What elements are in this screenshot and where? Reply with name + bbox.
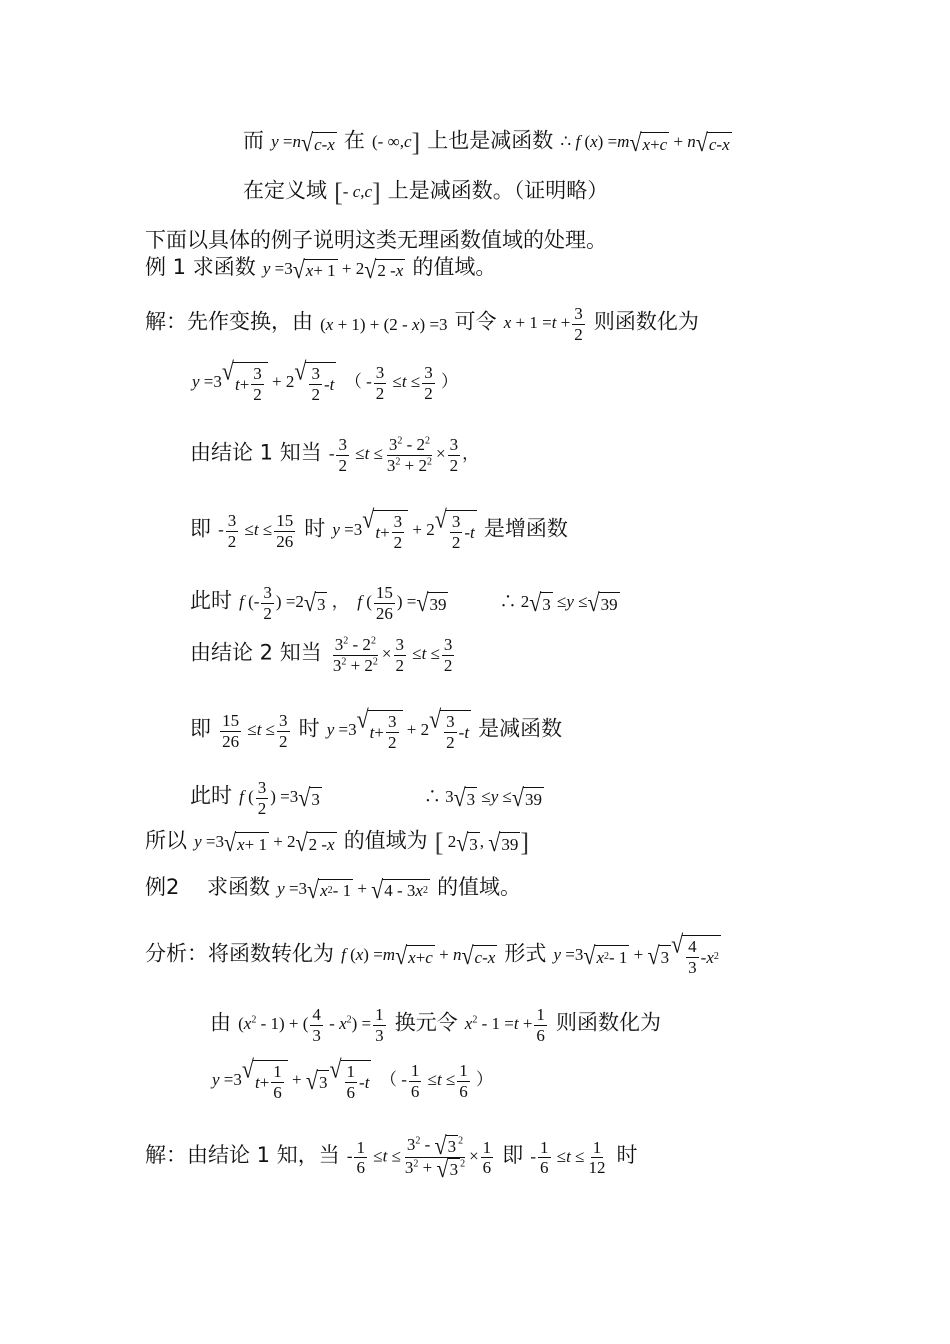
formula: [ 2 √ 3 , √ 39 ] — [434, 828, 530, 857]
line-1 — [243, 130, 734, 156]
formula: $x^2 - 1 =t$ + $\frac{1}{6}$ — [464, 1005, 545, 1045]
formula: y =3 √ t + $\frac{1}{6}$ + √ 3 √ $\frac{1}{6}$ - t （ - $\frac{1}{6}$ ≤t ≤ $\frac{1}{6}$ ） — [212, 1054, 494, 1102]
line-5 — [145, 304, 699, 344]
text: 例 1 求函数 — [145, 255, 256, 279]
text: 可令 — [454, 309, 497, 334]
formula: x + 1 =t + $\frac{3}{2}$ — [503, 304, 583, 344]
text: 例2 求函数 — [145, 875, 271, 899]
formula: y =3 √ x + 1 + 2 √ 2 - x — [194, 828, 335, 857]
text: 解：由结论 1 知，当 — [145, 1143, 340, 1168]
formula: (- ∞,c] — [372, 128, 421, 157]
text: 在 — [343, 128, 365, 153]
line-6 — [190, 356, 460, 404]
formula: $\frac{3^2 - 2^2}{3^2 + 2^2}$ × $\frac{3}{2}$ ≤t ≤ $\frac{3}{2}$ — [332, 635, 453, 675]
line-15 — [145, 929, 723, 977]
text: 而 — [243, 128, 264, 153]
text: 此时 — [190, 783, 232, 808]
formula: y =n √ c - x — [271, 128, 335, 157]
text: 时 — [298, 716, 320, 741]
text: 则函数化为 — [593, 309, 699, 334]
formula: y =3 √ t + $\frac{3}{2}$ + 2 √ $\frac{3}{2}$ - t （ - $\frac{3}{2}$ ≤t ≤ $\frac{3}{2}$ ） — [192, 356, 458, 404]
line-13 — [145, 830, 531, 856]
formula: y =3 √ x + 1 + 2 √ 2 - x — [262, 254, 404, 284]
formula: - $\frac{3}{2}$ ≤t ≤ $\frac{3^2 - 2^2}{3^2 + 2^2}$ × $\frac{3}{2}$ ， — [328, 435, 480, 475]
formula: y =3 √ t + $\frac{3}{2}$ + 2 √ $\frac{3}{2}$ - t — [332, 504, 475, 552]
text: 时 — [616, 1143, 638, 1168]
text: 的值域为 — [343, 828, 428, 853]
line-4 — [145, 254, 497, 284]
line-2 — [243, 180, 608, 206]
formula: y =3 √ t + $\frac{3}{2}$ + 2 √ $\frac{3}{2}$ - t — [326, 704, 470, 752]
formula: f (x) =m √ x + c + n √ c - x — [341, 941, 496, 970]
line-17 — [210, 1054, 495, 1102]
line-18 — [145, 1131, 638, 1183]
text: 即 — [502, 1143, 524, 1168]
formula: - $\frac{1}{6}$ ≤t ≤ $3^2$ - √ 3 $^2$ $3^2$ + √ 3 $^2$ × $\frac{1}{6}$ — [346, 1131, 492, 1183]
line-7 — [190, 435, 481, 475]
line-9 — [190, 583, 622, 623]
text: 则函数化为 — [556, 1010, 662, 1035]
line-8 — [190, 504, 568, 552]
text: 是减函数 — [478, 716, 563, 741]
line-3: 下面以具体的例子说明这类无理函数值域的处理。 — [145, 228, 607, 252]
line-12 — [190, 778, 546, 818]
text: 的值域。 — [437, 875, 522, 899]
formula: - $\frac{1}{6}$ ≤t ≤ $\frac{1}{12}$ — [530, 1137, 606, 1178]
formula: $(x^2 - 1)$ + ( $\frac{4}{3}$ - $x^2$) = $\frac{1}{3}$ — [238, 1005, 384, 1045]
text: 由 — [210, 1010, 231, 1035]
formula: [- c,c] — [334, 178, 381, 207]
text: 的值域。 — [412, 255, 497, 279]
formula: y =3 √ x 2 - 1 + √ 3 √ $\frac{4}{3}$ - x 2 — [553, 929, 719, 977]
formula: f (- $\frac{3}{2}$ ) =2 √ 3 ， f ( $\frac{15}{26}$ ) = √ 39 ∴ 2 √ 3 ≤y ≤ √ 39 — [239, 583, 618, 623]
text: 所以 — [145, 828, 187, 853]
formula: f ( $\frac{3}{2}$ ) =3 √ 3 ∴ 3 √ 3 ≤y ≤ √ 39 — [239, 778, 542, 818]
text: 即 — [190, 516, 211, 541]
line-10 — [190, 635, 458, 675]
text: 是增函数 — [483, 516, 568, 541]
line-14 — [145, 874, 522, 904]
text: 上也是减函数 — [427, 128, 554, 153]
text: 形式 — [504, 941, 547, 966]
text: 解：先作变换，由 — [145, 309, 313, 334]
line-16 — [210, 1005, 661, 1045]
text: 此时 — [190, 588, 232, 613]
text: 上是减函数。（证明略） — [387, 178, 609, 203]
text: 由结论 1 知当 — [190, 440, 322, 465]
formula: - $\frac{3}{2}$ ≤t ≤ $\frac{15}{26}$ — [218, 511, 294, 551]
line-11 — [190, 704, 563, 752]
text: 由结论 2 知当 — [190, 640, 322, 665]
text: 分析：将函数转化为 — [145, 941, 334, 966]
text: 换元令 — [394, 1010, 458, 1035]
text: 即 — [190, 716, 211, 741]
formula: (x + 1) + (2 - x) =3 — [320, 314, 448, 334]
formula: $\frac{15}{26}$ ≤t ≤ $\frac{3}{2}$ — [222, 711, 288, 751]
text: 时 — [304, 516, 326, 541]
formula: ∴ f (x) =m √ x + c + n √ c - x — [560, 128, 730, 157]
formula: y =3 √ x 2 - 1 + √ 4 - 3 x 2 — [277, 874, 428, 904]
text: 在定义域 — [243, 178, 327, 203]
